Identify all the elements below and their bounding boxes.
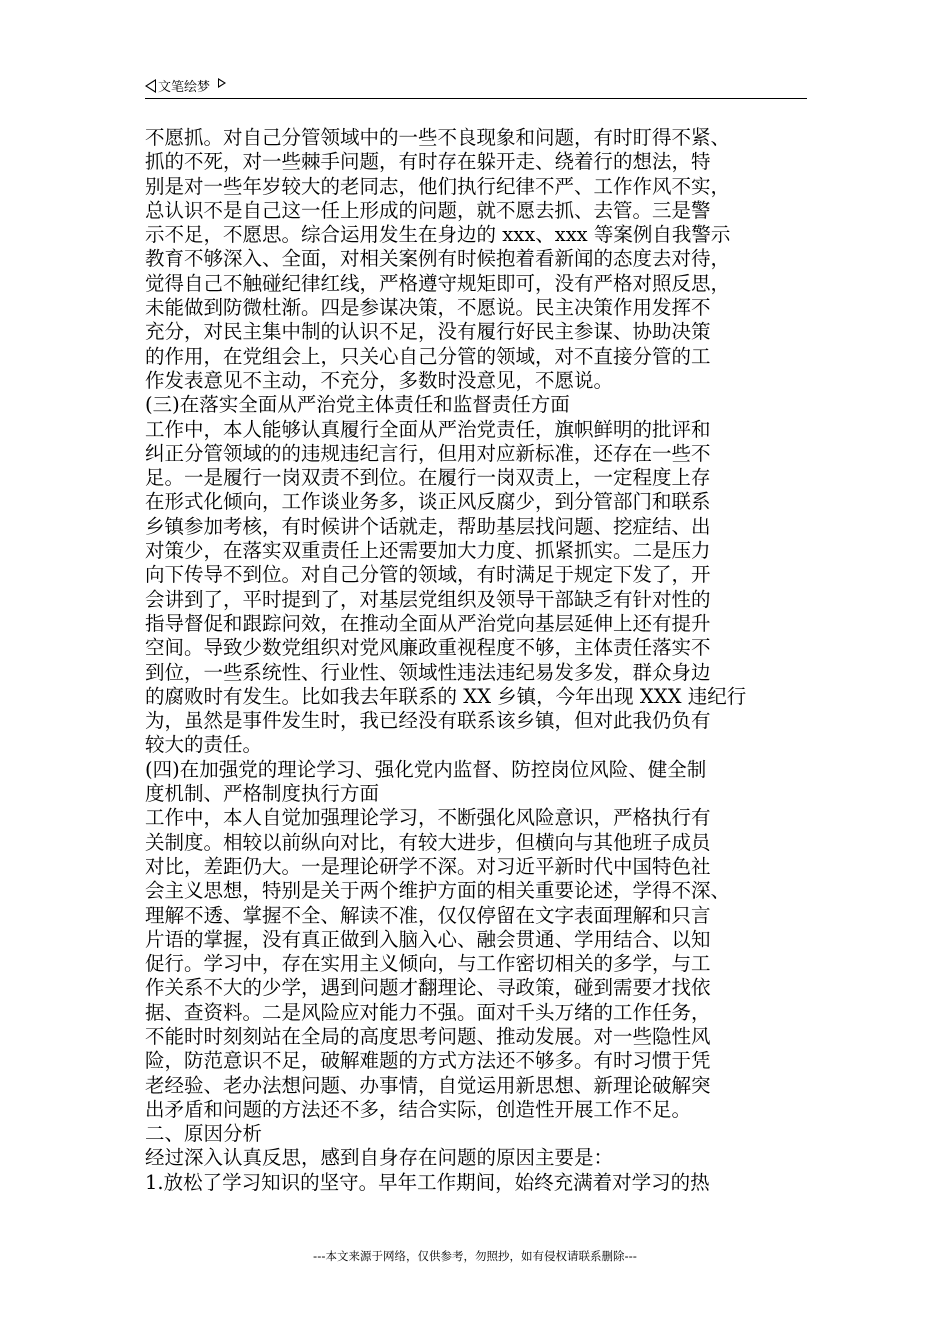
text-line: 作发表意见不主动，不充分，多数时没意见，不愿说。 [145,368,614,392]
text-line: 教育不够深入、全面，对相关案例有时候抱着看新闻的态度去对待， [145,247,731,271]
text-line: 经过深入认真反思，感到自身存在问题的原因主要是： [145,1146,614,1170]
text-line: 纠正分管领域的的违规违纪言行，但用对应新标准，还存在一些不 [145,441,711,465]
text-line: 会讲到了，平时提到了，对基层党组织及领导干部缺乏有针对性的 [145,587,711,611]
text-line: 较大的责任。 [145,733,263,757]
text-line: 不能时时刻刻站在全局的高度思考问题、推动发展。对一些隐性风 [145,1024,711,1048]
text-line: (三)在落实全面从严治党主体责任和监督责任方面 [145,393,570,417]
text-line: 充分，对民主集中制的认识不足，没有履行好民主参谋、协助决策 [145,320,711,344]
text-line: 促行。学习中，存在实用主义倾向，与工作密切相关的多学，与工 [145,952,711,976]
text-line: 在形式化倾向，工作谈业务多，谈正风反腐少，到分管部门和联系 [145,490,711,514]
text-line: 险，防范意识不足，破解难题的方式方法还不够多。有时习惯于凭 [145,1049,711,1073]
text-line: 度机制、严格制度执行方面 [145,782,380,806]
text-line: 据、查资料。二是风险应对能力不强。面对千头万绪的工作任务， [145,1000,711,1024]
page-header [145,74,807,99]
text-line: 抓的不死，对一些棘手问题，有时存在躲开走、绕着行的想法，特 [145,150,711,174]
brand-label: 文笔绘梦 [158,80,211,95]
text-line: 示不足，不愿思。综合运用发生在身边的 xxx、xxx 等案例自我警示 [145,223,731,247]
text-line: 为，虽然是事件发生时，我已经没有联系该乡镇，但对此我仍负有 [145,709,711,733]
text-line: 指导督促和跟踪问效，在推动全面从严治党向基层延伸上还有提升 [145,611,711,635]
text-line: 不愿抓。对自己分管领域中的一些不良现象和问题，有时盯得不紧、 [145,126,731,149]
text-line: 作关系不大的少学，遇到问题才翻理论、寻政策，碰到需要才找依 [145,976,711,1000]
text-line: 老经验、老办法想问题、办事情，自觉运用新思想、新理论破解突 [145,1073,711,1097]
text-line: 会主义思想，特别是关于两个维护方面的相关重要论述，学得不深、 [145,879,731,903]
text-line: 关制度。相较以前纵向对比，有较大进步，但横向与其他班子成员 [145,830,711,854]
text-line: 乡镇参加考核，有时候讲个话就走，帮助基层找问题、挖症结、出 [145,514,711,538]
text-line: 的腐败时有发生。比如我去年联系的 XX 乡镇，今年出现 XXX 违纪行 [145,684,747,708]
text-line: 的作用，在党组会上，只关心自己分管的领域，对不直接分管的工 [145,344,711,368]
text-line: 1.放松了学习知识的坚守。早年工作期间，始终充满着对学习的热 [145,1170,710,1194]
text-line: 到位，一些系统性、行业性、领域性违法违纪易发多发，群众身边 [145,660,711,684]
text-line: 出矛盾和问题的方法还不多，结合实际，创造性开展工作不足。 [145,1097,692,1121]
text-line: 觉得自己不触碰纪律红线，严格遵守规矩即可，没有严格对照反思， [145,271,731,295]
header-brand [145,76,226,95]
text-line: 对策少，在落实双重责任上还需要加大力度、抓紧抓实。二是压力 [145,539,711,563]
triangle-right-icon [218,78,226,88]
document-body [145,126,807,1195]
text-line: 工作中，本人自觉加强理论学习，不断强化风险意识，严格执行有 [145,806,711,830]
text-line: 向下传导不到位。对自己分管的领域，有时满足于规定下发了，开 [145,563,711,587]
text-line: (四)在加强党的理论学习、强化党内监督、防控岗位风险、健全制 [145,757,707,781]
page-footer: ---本文来源于网络，仅供参考，勿照抄，如有侵权请联系删除--- [313,1249,637,1263]
text-line: 工作中，本人能够认真履行全面从严治党责任，旗帜鲜明的批评和 [145,417,711,441]
text-line: 总认识不是自己这一任上形成的问题，就不愿去抓、去管。三是警 [145,198,711,222]
text-line: 未能做到防微杜渐。四是参谋决策，不愿说。民主决策作用发挥不 [145,296,711,320]
text-line: 片语的掌握，没有真正做到入脑入心、融会贯通、学用结合、以知 [145,927,711,951]
text-line: 理解不透、掌握不全、解读不准，仅仅停留在文字表面理解和只言 [145,903,711,927]
triangle-left-icon [145,79,156,93]
text-line: 二、原因分析 [145,1122,263,1146]
text-line: 空间。导致少数党组织对党风廉政重视程度不够，主体责任落实不 [145,636,711,660]
text-line: 别是对一些年岁较大的老同志，他们执行纪律不严、工作作风不实， [145,174,731,198]
text-line: 足。一是履行一岗双责不到位。在履行一岗双责上，一定程度上存 [145,466,711,490]
text-line: 对比，差距仍大。一是理论研学不深。对习近平新时代中国特色社 [145,854,711,878]
